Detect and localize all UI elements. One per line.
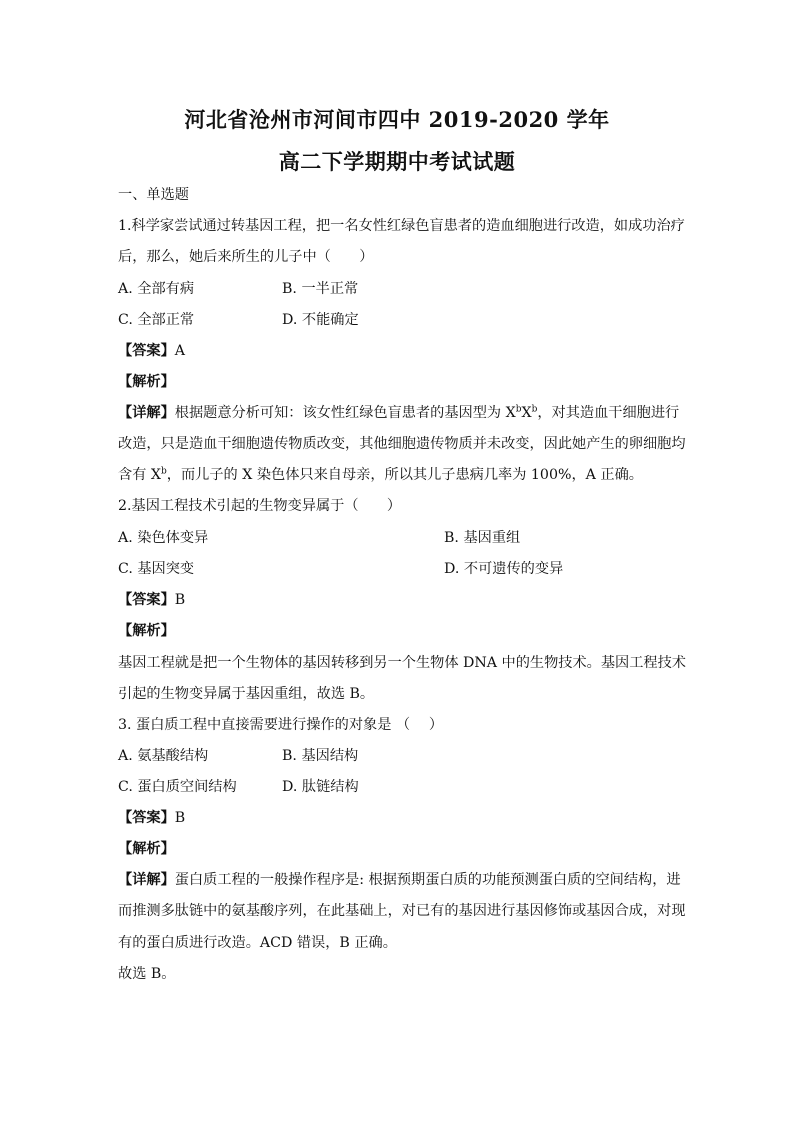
detail-tag: 【详解】 [118, 872, 175, 888]
q2-text-line2: 引起的生物变异属于基因重组，故选 B。 [118, 686, 375, 702]
q2-stem: 2.基因工程技术引起的生物变异属于（ ） [118, 498, 402, 514]
superscript: b [531, 404, 538, 415]
q3-option-d: D. 肽链结构 [282, 779, 359, 795]
q1-stem-line2: 后，那么，她后来所生的儿子中（ ） [118, 249, 374, 265]
detail-text: X [521, 405, 532, 421]
answer-tag: 【答案】 [118, 810, 175, 826]
q3-option-a: A. 氨基酸结构 [118, 748, 209, 764]
detail-text: 蛋白质工程的一般操作程序是: 根据预期蛋白质的功能预测蛋白质的空间结构，进 [174, 872, 681, 888]
q2-option-c: C. 基因突变 [118, 561, 195, 577]
q3-option-b: B. 基因结构 [282, 748, 359, 764]
q2-analysis-tag: 【解析】 [118, 623, 175, 639]
q1-option-a: A. 全部有病 [118, 281, 195, 297]
document-title-line2: 高二下学期期中考试试题 [278, 149, 516, 174]
document-title-line1: 河北省沧州市河间市四中 2019-2020 学年 [184, 107, 610, 132]
answer-tag: 【答案】 [118, 343, 175, 359]
q2-text-line1: 基因工程就是把一个生物体的基因转移到另一个生物体 DNA 中的生物技术。基因工程技术 [118, 655, 686, 671]
superscript: b [161, 466, 167, 477]
answer-tag: 【答案】 [118, 592, 175, 608]
q3-detail-line2: 而推测多肽链中的氨基酸序列，在此基础上，对已有的基因进行基因修饰或基因合成，对现 [118, 903, 686, 919]
q1-detail-line2: 改造，只是造血干细胞遗传物质改变，其他细胞遗传物质并未改变，因此她产生的卵细胞均 [118, 436, 686, 452]
detail-text: 含有 X [118, 467, 161, 483]
detail-text: ，而儿子的 X 染色体只来自母亲，所以其儿子患病几率为 100%，A 正确。 [166, 467, 643, 483]
detail-tag: 【详解】 [118, 405, 175, 421]
q2-option-a: A. 染色体变异 [118, 530, 209, 546]
q1-analysis-tag: 【解析】 [118, 374, 175, 390]
superscript: b [515, 404, 522, 415]
answer-value: B [174, 592, 186, 608]
q1-answer [118, 342, 185, 360]
q1-stem-line1: 1.科学家尝试通过转基因工程，把一名女性红绿色盲患者的造血细胞进行改造，如成功治疗 [118, 218, 685, 234]
detail-text: 根据题意分析可知：该女性红绿色盲患者的基因型为 X [174, 405, 516, 421]
section-heading: 一、单选题 [118, 187, 189, 203]
q3-analysis-tag: 【解析】 [118, 841, 175, 857]
answer-value: A [174, 343, 186, 359]
q3-detail-line1 [118, 871, 681, 889]
q2-option-d: D. 不可遗传的变异 [444, 561, 564, 577]
q1-detail-line3 [118, 466, 643, 484]
answer-value: B [174, 810, 186, 826]
q1-detail-line1 [118, 404, 679, 422]
q1-option-b: B. 一半正常 [282, 281, 359, 297]
q2-option-b: B. 基因重组 [444, 530, 521, 546]
q3-detail-line3: 有的蛋白质进行改造。ACD 错误，B 正确。 [118, 935, 397, 951]
q3-option-c: C. 蛋白质空间结构 [118, 779, 237, 795]
detail-text: ，对其造血干细胞进行 [537, 405, 680, 421]
q1-option-d: D. 不能确定 [282, 312, 359, 328]
q2-answer [118, 591, 185, 609]
q3-conclusion: 故选 B。 [118, 966, 176, 982]
q3-stem: 3. 蛋白质工程中直接需要进行操作的对象是 （ ） [118, 717, 444, 733]
q3-answer [118, 809, 185, 827]
q1-option-c: C. 全部正常 [118, 312, 195, 328]
